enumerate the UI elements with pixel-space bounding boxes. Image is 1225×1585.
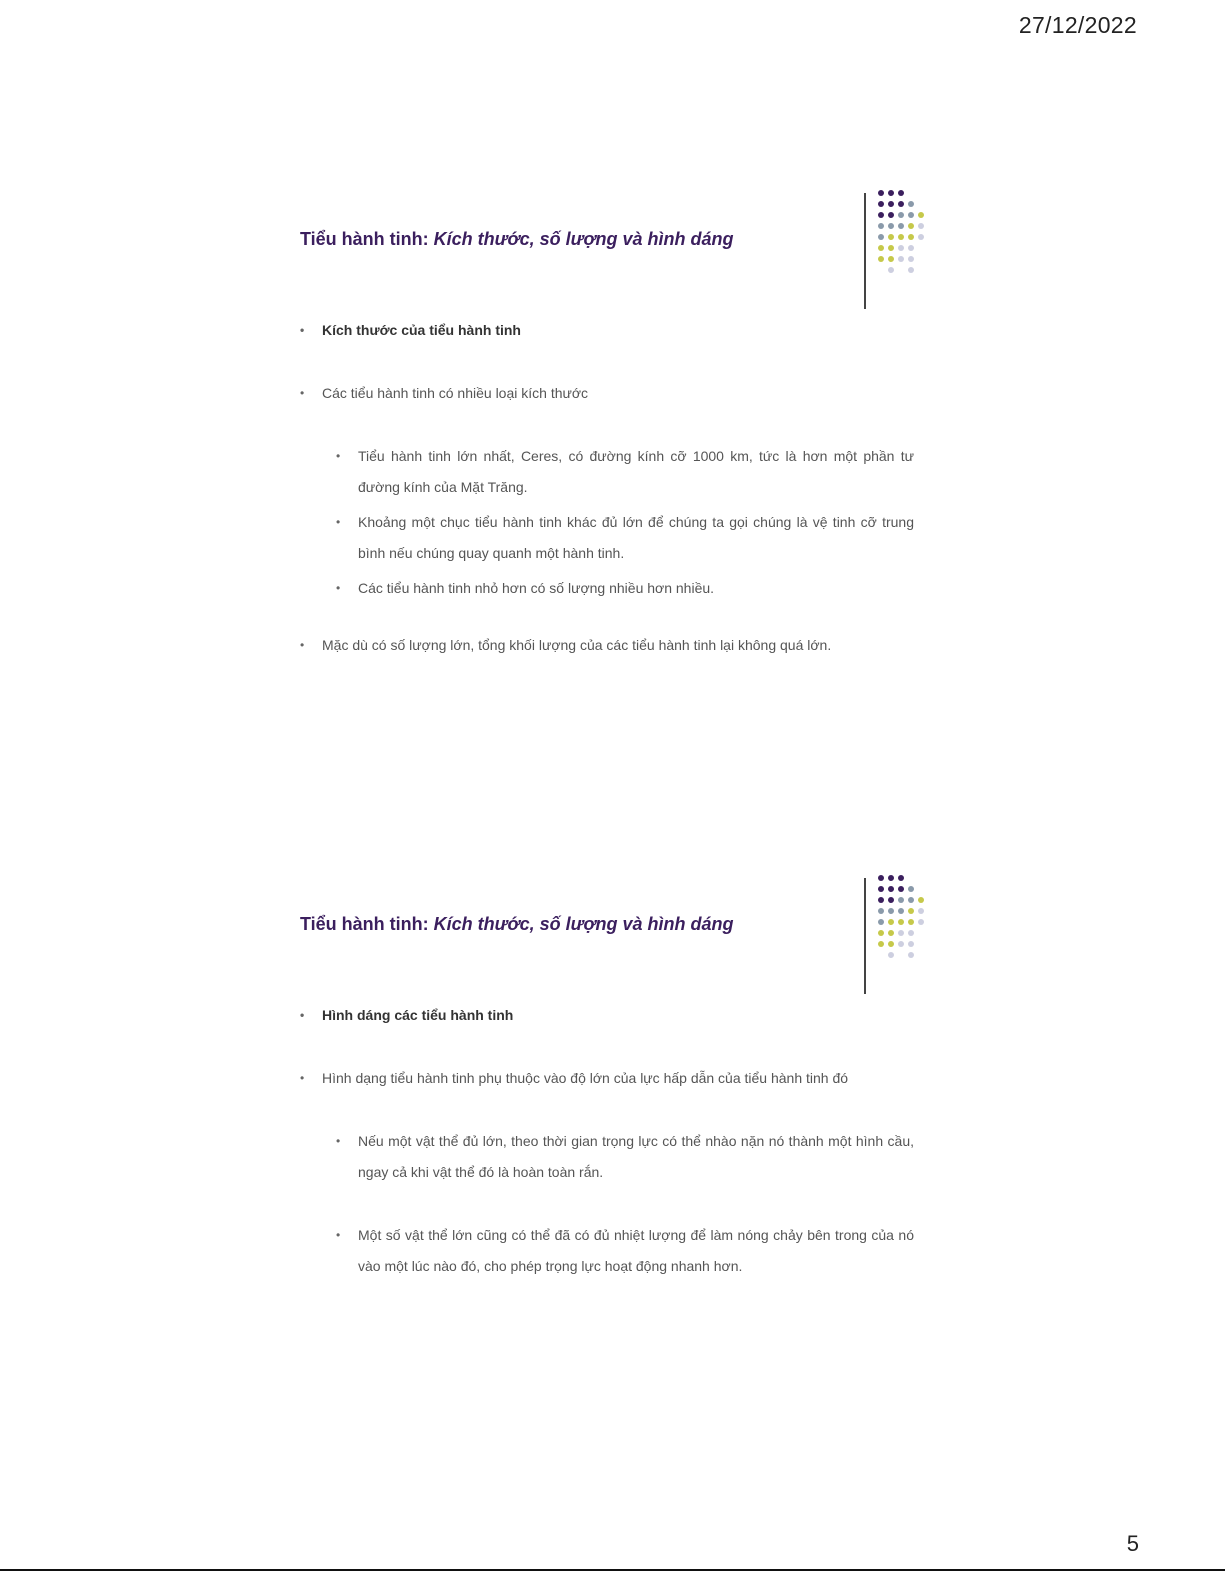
decorative-dot	[888, 223, 894, 229]
bullet: • Mặc dù có số lượng lớn, tổng khối lượng của các tiểu hành tinh lại không quá lớn.	[300, 630, 914, 661]
decorative-dot	[898, 212, 904, 218]
decorative-dot	[898, 886, 904, 892]
decorative-dot	[878, 908, 884, 914]
page-number: 5	[1126, 1531, 1139, 1556]
decorative-dot	[898, 908, 904, 914]
decorative-dot	[908, 919, 914, 925]
decorative-dot	[908, 201, 914, 207]
bullet-heading: • Hình dáng các tiểu hành tinh	[300, 1000, 914, 1031]
slide-divider	[864, 193, 866, 309]
bullet: • Hình dạng tiểu hành tinh phụ thuộc vào độ lớn của lực hấp dẫn của tiểu hành tinh đó	[300, 1063, 914, 1094]
decorative-dot	[888, 190, 894, 196]
decorative-dot	[888, 234, 894, 240]
decorative-dot	[918, 919, 924, 925]
slide-title: Tiểu hành tinh: Kích thước, số lượng và hình dáng	[300, 914, 734, 934]
decorative-dot	[898, 952, 904, 958]
decorative-dot	[908, 234, 914, 240]
decorative-dot	[908, 212, 914, 218]
decorative-dot	[878, 256, 884, 262]
decorative-dot	[888, 930, 894, 936]
decorative-dot	[908, 223, 914, 229]
decorative-dot	[888, 908, 894, 914]
decorative-dot	[888, 886, 894, 892]
decorative-dot	[898, 256, 904, 262]
decorative-dot	[878, 245, 884, 251]
decorative-dot	[918, 245, 924, 251]
decorative-dot	[918, 267, 924, 273]
decorative-dot	[908, 941, 914, 947]
slide-body	[300, 1000, 914, 1282]
bottom-rule	[0, 1569, 1225, 1571]
decorative-dot	[898, 930, 904, 936]
decorative-dot	[888, 897, 894, 903]
decorative-dot	[918, 952, 924, 958]
decorative-dot	[898, 875, 904, 881]
decorative-dot	[888, 256, 894, 262]
decorative-dot	[908, 875, 914, 881]
slide-title: Tiểu hành tinh: Kích thước, số lượng và hình dáng	[300, 229, 734, 249]
decorative-dot-grid	[878, 190, 924, 273]
decorative-dot	[898, 919, 904, 925]
decorative-dot	[918, 190, 924, 196]
decorative-dot	[878, 223, 884, 229]
decorative-dot	[898, 245, 904, 251]
decorative-dot	[888, 201, 894, 207]
decorative-dot	[878, 875, 884, 881]
decorative-dot	[908, 897, 914, 903]
decorative-dot	[918, 897, 924, 903]
decorative-dot	[878, 952, 884, 958]
bullet-heading: • Kích thước của tiểu hành tinh	[300, 315, 914, 346]
decorative-dot	[878, 234, 884, 240]
decorative-dot	[908, 930, 914, 936]
sub-bullet: • Các tiểu hành tinh nhỏ hơn có số lượng nhiều hơn nhiều.	[336, 573, 914, 604]
decorative-dot	[898, 190, 904, 196]
sub-bullet: • Một số vật thể lớn cũng có thể đã có đủ nhiệt lượng để làm nóng chảy bên trong của nó vào một lúc nào đó, cho phép trọng lực hoạt động nhanh hơn.	[336, 1220, 914, 1282]
decorative-dot	[898, 201, 904, 207]
decorative-dot	[918, 223, 924, 229]
page-date: 27/12/2022	[1018, 12, 1137, 38]
decorative-dot	[908, 908, 914, 914]
decorative-dot	[918, 234, 924, 240]
bullet: • Các tiểu hành tinh có nhiều loại kích thước	[300, 378, 914, 409]
decorative-dot	[918, 875, 924, 881]
decorative-dot	[878, 267, 884, 273]
decorative-dot	[878, 919, 884, 925]
decorative-dot	[888, 941, 894, 947]
decorative-dot	[888, 245, 894, 251]
decorative-dot	[908, 245, 914, 251]
decorative-dot	[918, 212, 924, 218]
decorative-dot	[918, 256, 924, 262]
decorative-dot-grid	[878, 875, 924, 958]
decorative-dot	[908, 952, 914, 958]
decorative-dot	[888, 875, 894, 881]
decorative-dot	[888, 267, 894, 273]
decorative-dot	[878, 212, 884, 218]
decorative-dot	[908, 886, 914, 892]
decorative-dot	[878, 941, 884, 947]
sub-bullet: • Khoảng một chục tiểu hành tinh khác đủ lớn để chúng ta gọi chúng là vệ tinh cỡ trung bình nếu chúng quay quanh một hành tinh.	[336, 507, 914, 569]
slide-body	[300, 315, 914, 661]
decorative-dot	[888, 952, 894, 958]
decorative-dot	[878, 190, 884, 196]
decorative-dot	[918, 908, 924, 914]
decorative-dot	[918, 941, 924, 947]
decorative-dot	[878, 930, 884, 936]
decorative-dot	[888, 919, 894, 925]
decorative-dot	[918, 930, 924, 936]
sub-bullet: • Tiểu hành tinh lớn nhất, Ceres, có đường kính cỡ 1000 km, tức là hơn một phần tư đường kính của Mặt Trăng.	[336, 441, 914, 503]
decorative-dot	[918, 201, 924, 207]
decorative-dot	[908, 256, 914, 262]
decorative-dot	[898, 941, 904, 947]
slide-divider	[864, 878, 866, 994]
decorative-dot	[898, 267, 904, 273]
decorative-dot	[908, 267, 914, 273]
decorative-dot	[878, 201, 884, 207]
decorative-dot	[878, 897, 884, 903]
decorative-dot	[888, 212, 894, 218]
sub-bullet: • Nếu một vật thể đủ lớn, theo thời gian trọng lực có thể nhào nặn nó thành một hình cầu, ngay cả khi vật thể đó là hoàn toàn rắn.	[336, 1126, 914, 1188]
decorative-dot	[898, 897, 904, 903]
decorative-dot	[898, 223, 904, 229]
decorative-dot	[918, 886, 924, 892]
decorative-dot	[898, 234, 904, 240]
decorative-dot	[878, 886, 884, 892]
decorative-dot	[908, 190, 914, 196]
